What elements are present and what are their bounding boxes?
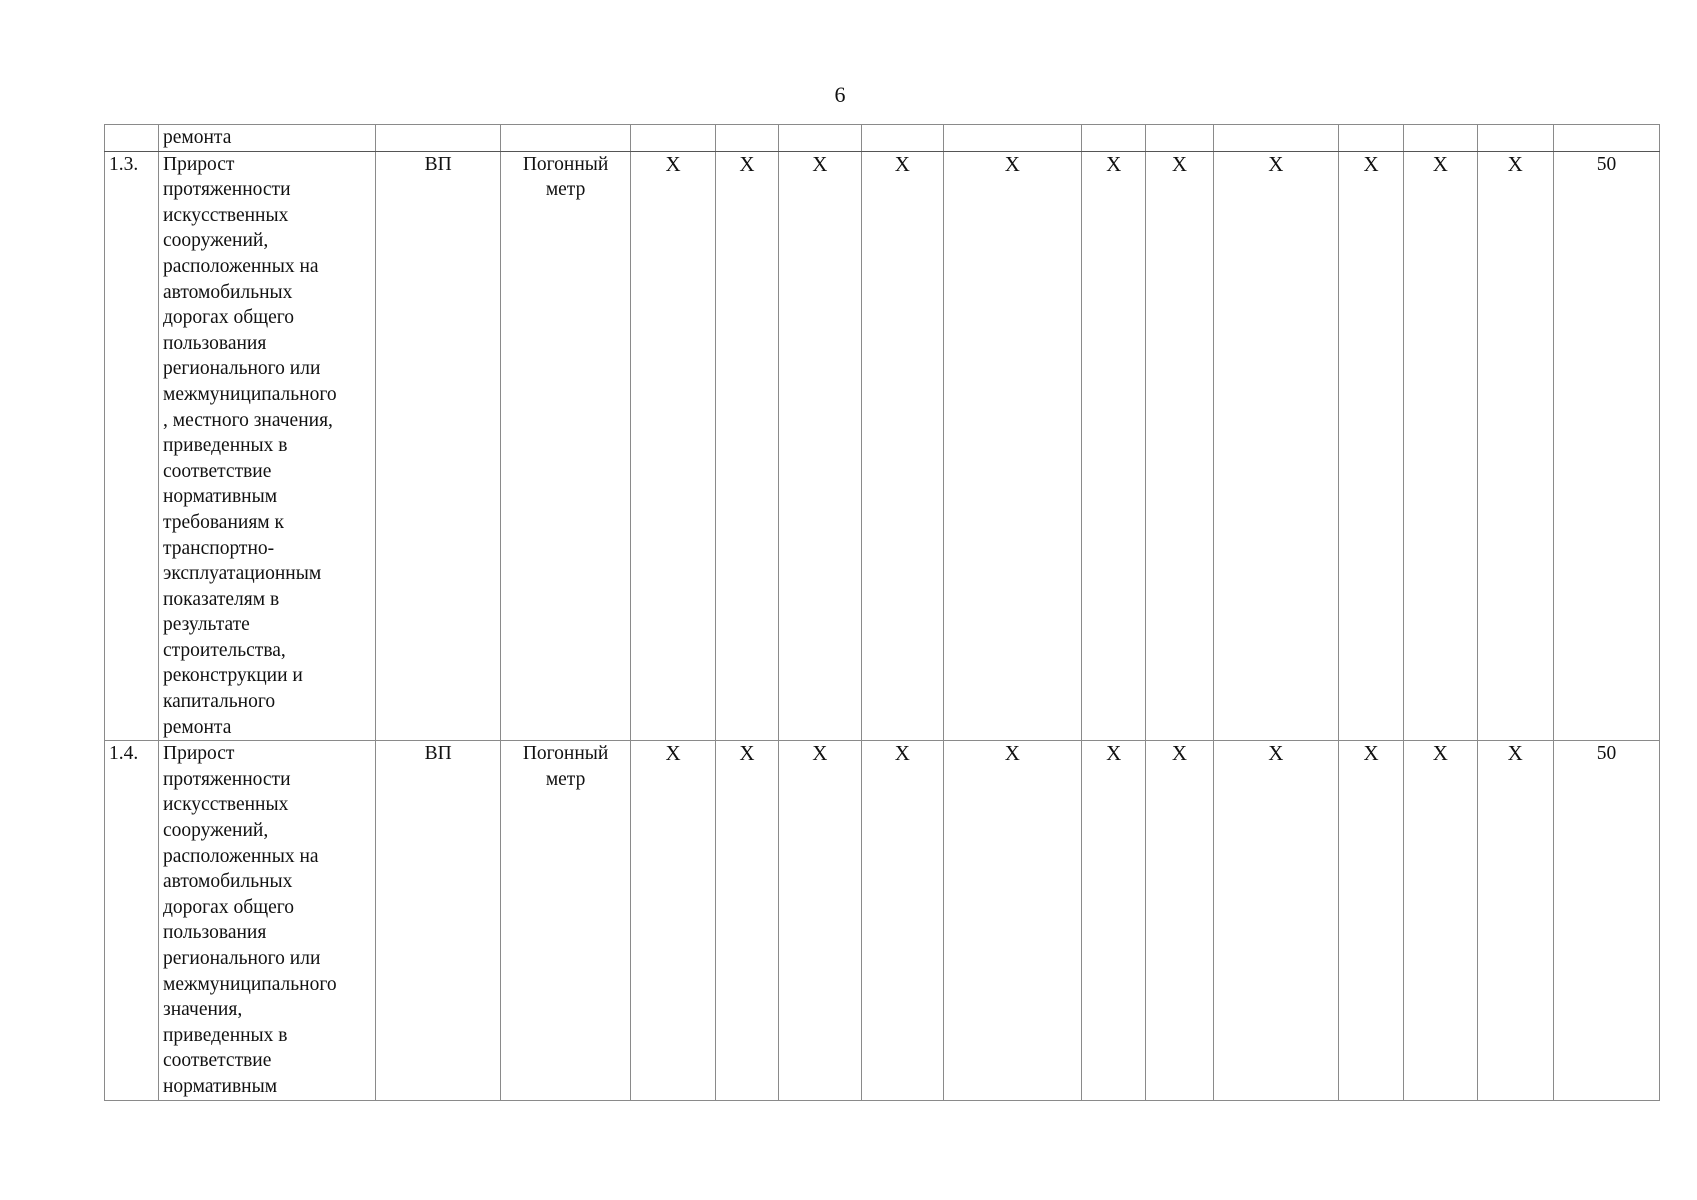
value-cell: Х <box>1213 151 1338 741</box>
value-cell: Х <box>1338 741 1403 1100</box>
value-cell: Х <box>1338 151 1403 741</box>
value-cell: Х <box>1082 741 1146 1100</box>
indicator-type: ВП <box>376 741 501 1100</box>
indicator-type: ВП <box>376 151 501 741</box>
value-cell: Х <box>1477 741 1553 1100</box>
value-cell: Х <box>1213 741 1338 1100</box>
target-value: 50 <box>1553 741 1659 1100</box>
value-cell: Х <box>1404 151 1477 741</box>
value-cell: Х <box>630 151 716 741</box>
value-cell: Х <box>862 151 944 741</box>
value-cell: Х <box>1082 151 1146 741</box>
row-number: 1.4. <box>105 741 159 1100</box>
row-number: 1.3. <box>105 151 159 741</box>
indicators-table <box>104 124 1660 1101</box>
value-cell: Х <box>1477 151 1553 741</box>
indicator-name: Прирост протяженности искусственных сооружений, расположенных на автомобильных дорогах общего пользования регионального или межмуниципального , местного значения, приведенных в соответствие нормативным требованиям к транспортно- эксплуатационным показателям в результате строительства, реконструкции и капитального ремонта <box>159 151 376 741</box>
cell-name-continuation: ремонта <box>159 125 376 152</box>
value-cell: Х <box>778 151 862 741</box>
value-cell: Х <box>1146 741 1213 1100</box>
value-cell: Х <box>1146 151 1213 741</box>
value-cell: Х <box>862 741 944 1100</box>
table-row <box>105 741 1660 1100</box>
indicator-name: Прирост протяженности искусственных сооружений, расположенных на автомобильных дорогах общего пользования регионального или межмуниципального значения, приведенных в соответствие нормативным <box>159 741 376 1100</box>
table-row <box>105 151 1660 741</box>
value-cell: Х <box>1404 741 1477 1100</box>
table-row-continuation <box>105 125 1660 152</box>
value-cell: Х <box>778 741 862 1100</box>
unit-of-measure: Погонный метр <box>501 151 630 741</box>
value-cell: Х <box>630 741 716 1100</box>
unit-of-measure: Погонный метр <box>501 741 630 1100</box>
value-cell: Х <box>943 151 1082 741</box>
value-cell: Х <box>716 741 778 1100</box>
value-cell: Х <box>716 151 778 741</box>
target-value: 50 <box>1553 151 1659 741</box>
cell-num-continuation <box>105 125 159 152</box>
page-number: 6 <box>834 82 846 107</box>
value-cell: Х <box>943 741 1082 1100</box>
